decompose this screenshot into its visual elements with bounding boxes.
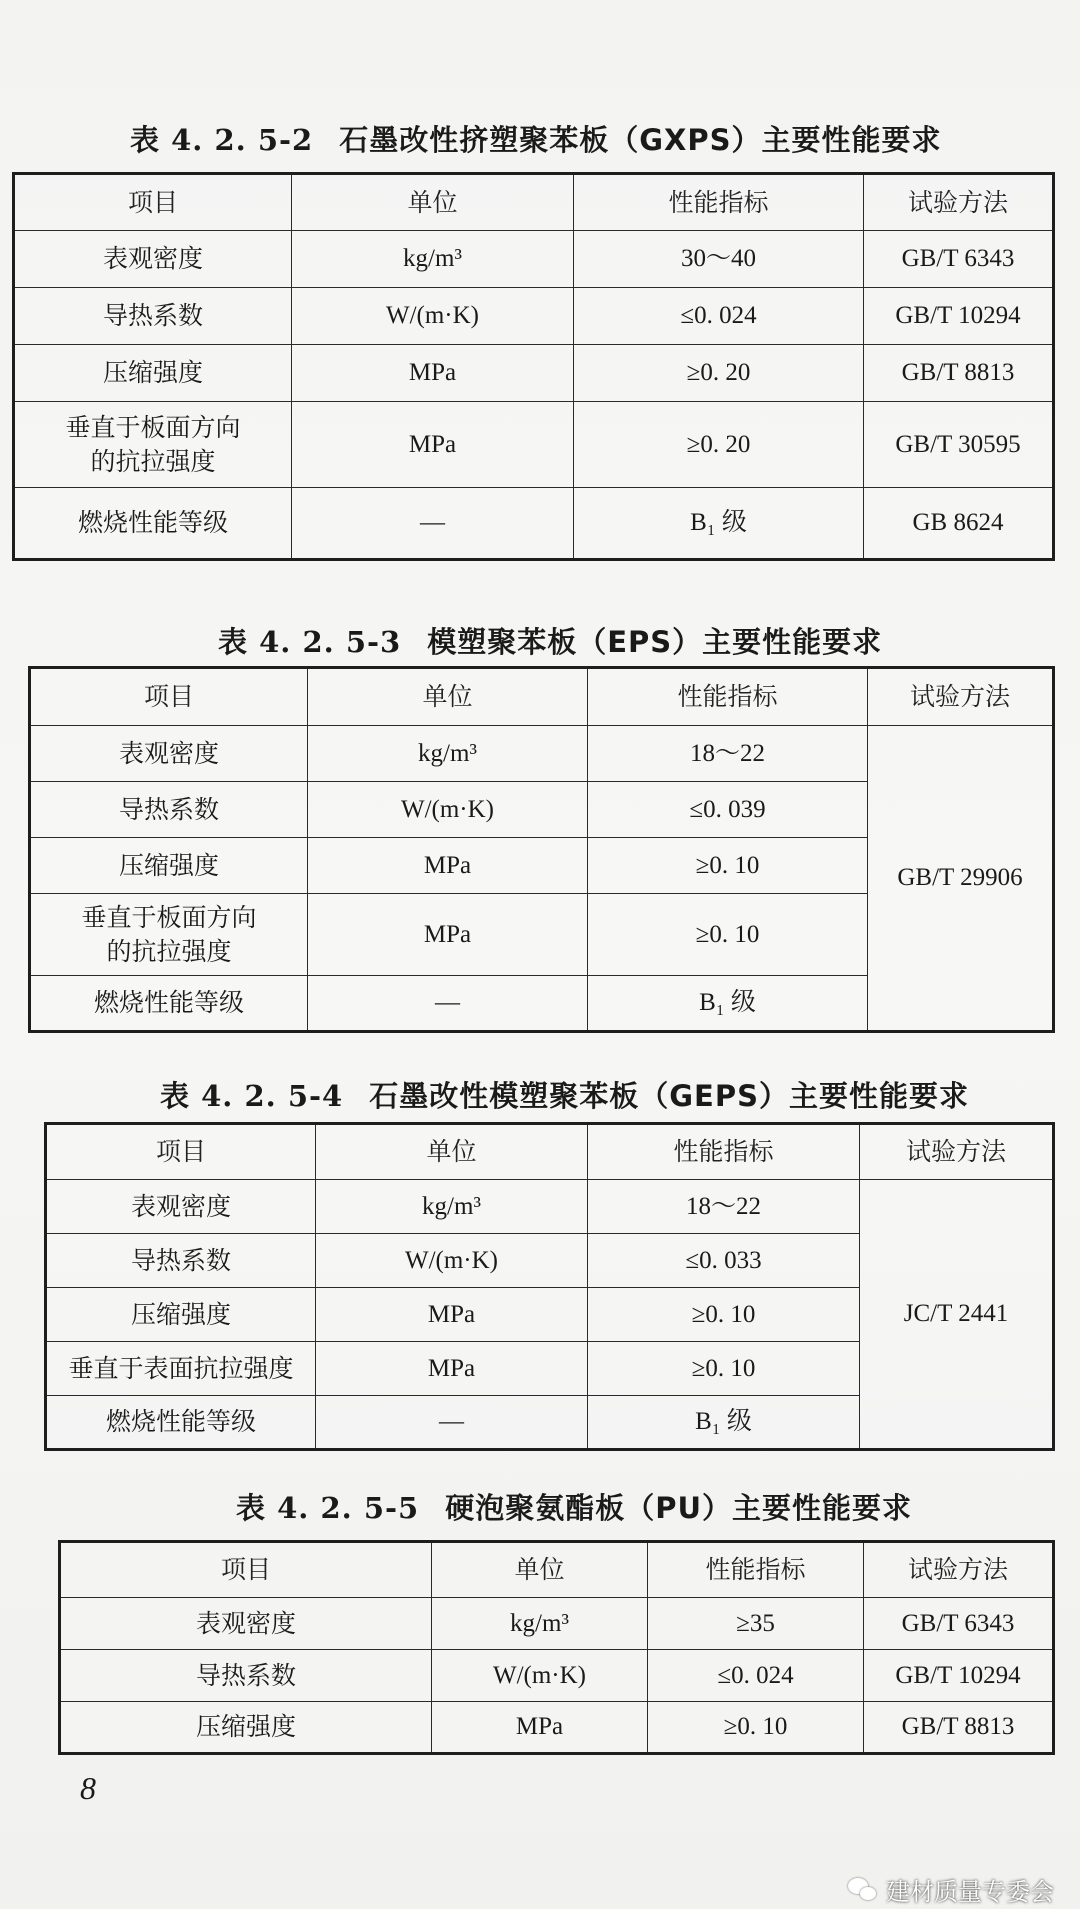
cell-unit: MPa — [316, 1288, 588, 1342]
cell-method: GB/T 8813 — [864, 1702, 1054, 1754]
cell-item: 垂直于板面方向的抗拉强度 — [14, 402, 292, 488]
cell-item: 表观密度 — [30, 726, 308, 782]
header-unit: 单位 — [292, 174, 574, 231]
cell-method: GB/T 6343 — [864, 231, 1054, 288]
cell-item: 压缩强度 — [30, 838, 308, 894]
table-row — [60, 1702, 1054, 1754]
cell-performance: 18～22 — [588, 726, 868, 782]
header-unit: 单位 — [432, 1542, 648, 1598]
cell-performance: ≥0. 10 — [588, 894, 868, 976]
cell-unit: MPa — [308, 894, 588, 976]
header-performance: 性能指标 — [648, 1542, 864, 1598]
cell-unit: W/(m·K) — [292, 288, 574, 345]
cell-item: 表观密度 — [60, 1598, 432, 1650]
table-row — [46, 1180, 1054, 1234]
page-number: 8 — [80, 1770, 96, 1806]
watermark-text: 建材质量专委会 — [886, 1878, 1054, 1906]
cell-unit: — — [308, 976, 588, 1032]
cell-method: GB/T 10294 — [864, 1650, 1054, 1702]
cell-performance: ≤0. 024 — [574, 288, 864, 345]
gxps-table — [12, 172, 1055, 561]
cell-item: 压缩强度 — [46, 1288, 316, 1342]
header-performance: 性能指标 — [588, 1124, 860, 1180]
eps-table — [28, 666, 1055, 1033]
table-header-row — [60, 1542, 1054, 1598]
table-number: 表 4. 2. 5-4 — [160, 1079, 344, 1113]
cell-performance: ≥35 — [648, 1598, 864, 1650]
table-row — [14, 488, 1054, 560]
wechat-icon — [848, 1878, 878, 1902]
table-row — [60, 1598, 1054, 1650]
table-row — [14, 402, 1054, 488]
cell-item: 垂直于表面抗拉强度 — [46, 1342, 316, 1396]
cell-performance: ≥0. 20 — [574, 345, 864, 402]
cell-performance: B₁ 级 — [588, 976, 868, 1032]
cell-item: 导热系数 — [14, 288, 292, 345]
cell-unit: kg/m³ — [292, 231, 574, 288]
cell-method: GB/T 10294 — [864, 288, 1054, 345]
cell-item: 燃烧性能等级 — [14, 488, 292, 560]
header-test-method: 试验方法 — [860, 1124, 1054, 1180]
header-performance: 性能指标 — [588, 668, 868, 726]
cell-performance: B₁ 级 — [574, 488, 864, 560]
cell-unit: W/(m·K) — [308, 782, 588, 838]
table-row — [14, 345, 1054, 402]
cell-item: 导热系数 — [46, 1234, 316, 1288]
cell-method: GB/T 6343 — [864, 1598, 1054, 1650]
table-caption — [218, 620, 882, 661]
table-title: 模塑聚苯板（EPS）主要性能要求 — [427, 625, 883, 659]
cell-performance: ≤0. 024 — [648, 1650, 864, 1702]
table-row — [14, 288, 1054, 345]
cell-performance: ≥0. 20 — [574, 402, 864, 488]
header-test-method: 试验方法 — [864, 174, 1054, 231]
cell-method: JC/T 2441 — [860, 1180, 1054, 1450]
table-row — [30, 726, 1054, 782]
cell-item: 表观密度 — [14, 231, 292, 288]
geps-table — [44, 1122, 1055, 1451]
header-test-method: 试验方法 — [864, 1542, 1054, 1598]
cell-performance: ≥0. 10 — [648, 1702, 864, 1754]
header-test-method: 试验方法 — [868, 668, 1054, 726]
cell-unit: MPa — [292, 345, 574, 402]
cell-performance: ≤0. 039 — [588, 782, 868, 838]
cell-method: GB/T 8813 — [864, 345, 1054, 402]
table-number: 表 4. 2. 5-2 — [130, 123, 314, 157]
cell-unit: MPa — [292, 402, 574, 488]
table-row — [14, 231, 1054, 288]
cell-unit: kg/m³ — [308, 726, 588, 782]
table-title: 硬泡聚氨酯板（PU）主要性能要求 — [445, 1491, 913, 1525]
cell-performance: ≥0. 10 — [588, 838, 868, 894]
cell-unit: MPa — [432, 1702, 648, 1754]
cell-method: GB/T 29906 — [868, 726, 1054, 1032]
table-row — [60, 1650, 1054, 1702]
cell-performance: 30～40 — [574, 231, 864, 288]
cell-performance: 18～22 — [588, 1180, 860, 1234]
watermark — [848, 1872, 1054, 1907]
table-title: 石墨改性模塑聚苯板（GEPS）主要性能要求 — [369, 1079, 969, 1113]
table-caption — [236, 1486, 912, 1527]
cell-item: 燃烧性能等级 — [30, 976, 308, 1032]
table-header-row — [14, 174, 1054, 231]
cell-performance: ≤0. 033 — [588, 1234, 860, 1288]
table-number: 表 4. 2. 5-3 — [218, 625, 402, 659]
cell-unit: kg/m³ — [316, 1180, 588, 1234]
cell-performance: ≥0. 10 — [588, 1288, 860, 1342]
cell-unit: kg/m³ — [432, 1598, 648, 1650]
cell-item: 导热系数 — [60, 1650, 432, 1702]
header-unit: 单位 — [308, 668, 588, 726]
cell-performance: ≥0. 10 — [588, 1342, 860, 1396]
table-header-row — [30, 668, 1054, 726]
header-item: 项目 — [46, 1124, 316, 1180]
cell-method: GB 8624 — [864, 488, 1054, 560]
cell-unit: W/(m·K) — [432, 1650, 648, 1702]
cell-method: GB/T 30595 — [864, 402, 1054, 488]
table-header-row — [46, 1124, 1054, 1180]
cell-item: 压缩强度 — [60, 1702, 432, 1754]
header-performance: 性能指标 — [574, 174, 864, 231]
table-title: 石墨改性挤塑聚苯板（GXPS）主要性能要求 — [339, 123, 942, 157]
cell-item: 表观密度 — [46, 1180, 316, 1234]
table-caption — [160, 1074, 969, 1115]
cell-unit: — — [316, 1396, 588, 1450]
cell-unit: W/(m·K) — [316, 1234, 588, 1288]
cell-unit: — — [292, 488, 574, 560]
pu-table — [58, 1540, 1055, 1755]
header-unit: 单位 — [316, 1124, 588, 1180]
cell-item: 燃烧性能等级 — [46, 1396, 316, 1450]
cell-item: 导热系数 — [30, 782, 308, 838]
cell-item: 垂直于板面方向的抗拉强度 — [30, 894, 308, 976]
cell-unit: MPa — [316, 1342, 588, 1396]
cell-performance: B₁ 级 — [588, 1396, 860, 1450]
header-item: 项目 — [60, 1542, 432, 1598]
table-caption — [130, 118, 942, 159]
table-number: 表 4. 2. 5-5 — [236, 1491, 420, 1525]
header-item: 项目 — [14, 174, 292, 231]
header-item: 项目 — [30, 668, 308, 726]
cell-unit: MPa — [308, 838, 588, 894]
cell-item: 压缩强度 — [14, 345, 292, 402]
